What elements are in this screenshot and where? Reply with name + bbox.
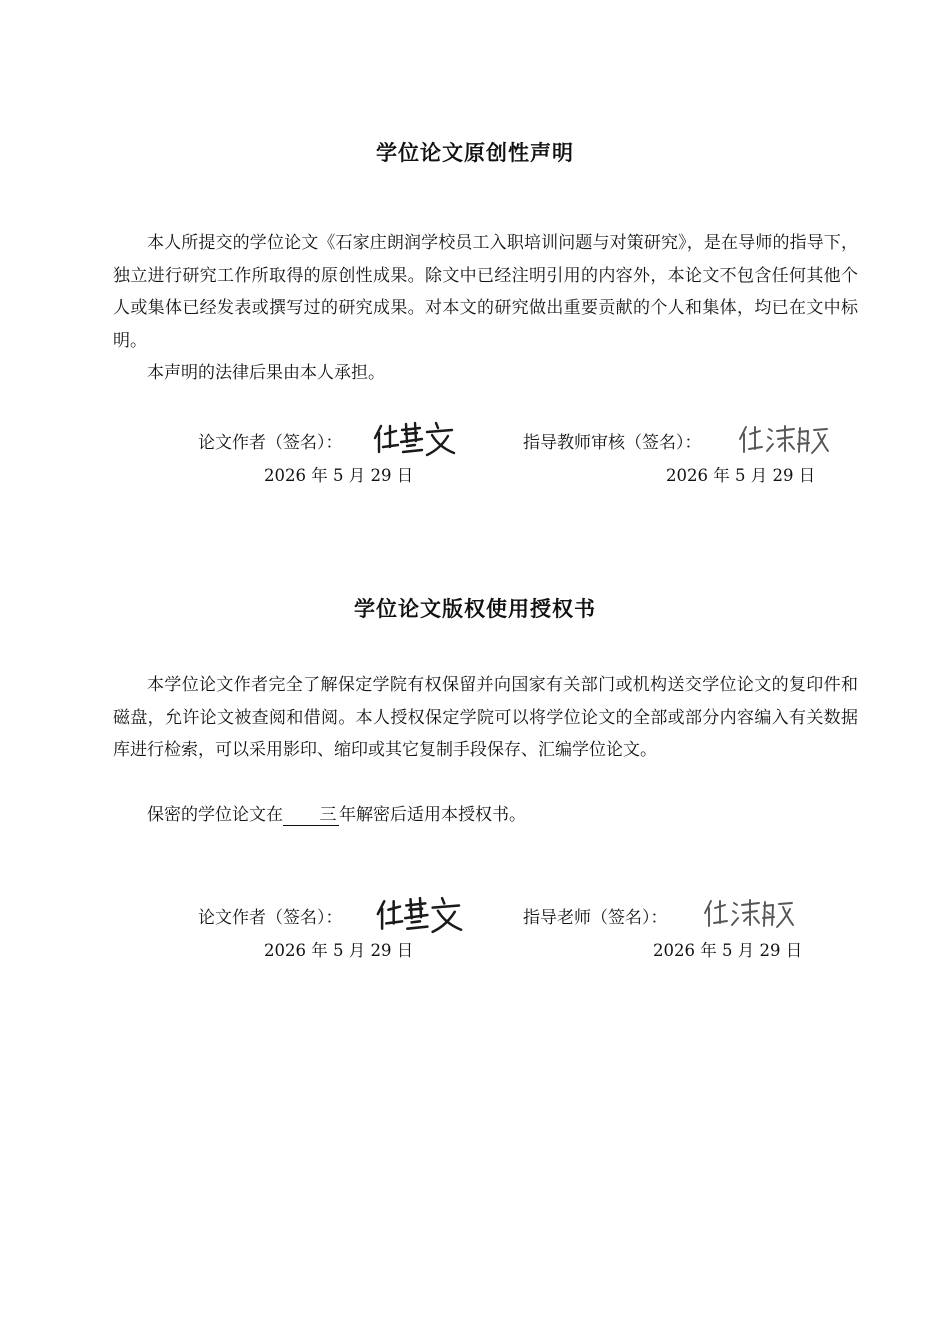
declaration-author-label: 论文作者（签名）： — [198, 433, 343, 453]
confidential-text-before: 保密的学位论文在 — [147, 805, 283, 825]
confidential-text-after: 年解密后适用本授权书。 — [339, 805, 526, 825]
declaration-paragraph-2: 本声明的法律后果由本人承担。 — [147, 363, 385, 383]
authorization-advisor-signature — [703, 896, 795, 932]
authorization-paragraph-2 — [113, 799, 858, 832]
declaration-paragraph-1: 本人所提交的学位论文《石家庄朗润学校员工入职培训问题与对策研究》，是在导师的指导下，独立进行研究工作所取得的原创性成果。除文中已经注明引用的内容外，本论文不包含任何其他个人或集体已经发表或撰写过的研究成果。对本文的研究做出重要贡献的个人和集体，均已在文中标明。 — [113, 233, 858, 351]
declaration-advisor-date: 2026 年 5 月 29 日 — [666, 466, 816, 485]
confidential-years-blank: 三 — [283, 805, 339, 826]
declaration-advisor-signature — [738, 423, 830, 457]
declaration-title: 学位论文原创性声明 — [376, 141, 574, 165]
authorization-author-date: 2026 年 5 月 29 日 — [264, 941, 414, 960]
authorization-author-label: 论文作者（签名）： — [198, 908, 343, 928]
authorization-advisor-date: 2026 年 5 月 29 日 — [653, 941, 803, 960]
declaration-advisor-label: 指导教师审核（签名）： — [523, 433, 702, 453]
declaration-author-date: 2026 年 5 月 29 日 — [264, 466, 414, 485]
declaration-author-signature — [372, 420, 458, 458]
authorization-author-signature — [372, 895, 468, 935]
authorization-title: 学位论文版权使用授权书 — [354, 597, 596, 621]
authorization-paragraph-1: 本学位论文作者完全了解保定学院有权保留并向国家有关部门或机构送交学位论文的复印件和磁盘，允许论文被查阅和借阅。本人授权保定学院可以将学位论文的全部或部分内容编入有关数据库进行检索，可以采用影印、缩印或其它复制手段保存、汇编学位论文。 — [113, 675, 858, 760]
authorization-advisor-label: 指导老师（签名）： — [523, 908, 668, 928]
